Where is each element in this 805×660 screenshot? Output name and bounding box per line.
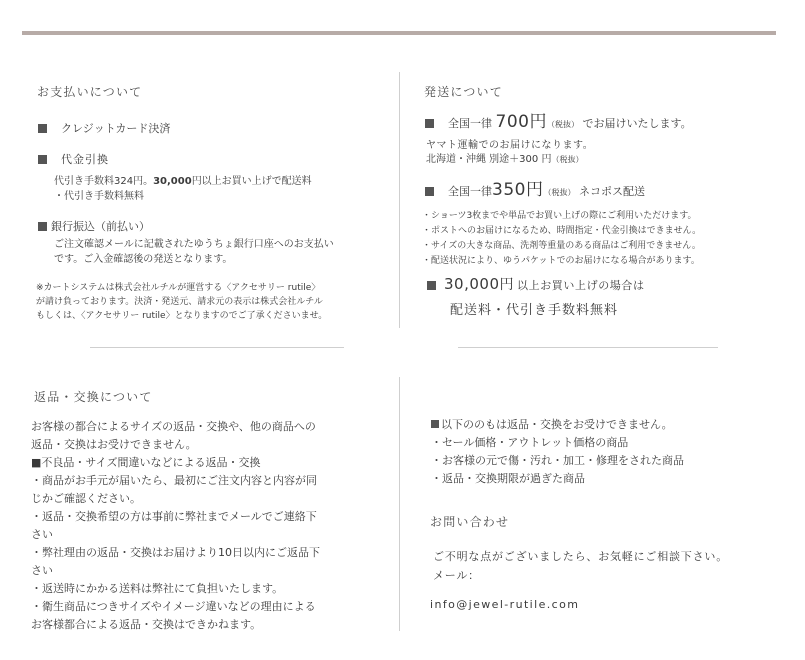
shipping-title: 発送について	[424, 85, 503, 99]
payment-credit: クレジットカード決済	[38, 121, 170, 136]
bullet-square-icon	[38, 155, 47, 164]
contact-title: お問い合わせ	[430, 515, 510, 529]
nonreturn-item: ・セール価格・アウトレット価格の商品	[431, 436, 629, 449]
returns-line: さい	[31, 528, 53, 541]
returns-line: お客様の都合によるサイズの返品・交換や、他の商品への	[31, 420, 316, 433]
bullet-square-icon	[38, 124, 47, 133]
bullet-square-icon	[425, 119, 434, 128]
bullet-square-icon	[38, 222, 47, 231]
returns-title: 返品・交換について	[34, 390, 153, 404]
nonreturn-heading: 以下ののもは返品・交換をお受けできません。	[431, 416, 684, 434]
shipping-flat-price: 700円	[495, 112, 547, 132]
shipping-note-3: ・サイズの大きな商品、洗剤等重量のある商品はご利用できません。	[422, 241, 701, 251]
nonreturn-item: ・お客様の元で傷・汚れ・加工・修理をされた商品	[431, 454, 684, 467]
nonreturn-list	[431, 416, 684, 488]
payment-bank-label: 銀行振込（前払い）	[38, 219, 150, 234]
contact-line1: ご不明な点がございましたら、お気軽にご相談下さい。	[433, 550, 728, 563]
nonreturn-item: ・返品・交換期限が過ぎた商品	[431, 472, 585, 485]
shipping-nekopos: 全国一律350円（税抜） ネコポス配送	[425, 183, 645, 200]
payment-note-2: が請け負っております。決済・発送元、請求元の表示は株式会社ルチル	[36, 297, 323, 307]
returns-line: ・商品がお手元が届いたら、最初にご注文内容と内容が同	[31, 474, 317, 487]
returns-line: ・返送時にかかる送料は弊社にて負担いたします。	[31, 582, 284, 595]
shipping-note-4: ・配送状況により、ゆうパケットでのお届けになる場合があります。	[422, 256, 700, 266]
row-divider-right	[458, 347, 718, 348]
column-divider-lower	[399, 377, 400, 631]
payment-cod-line2: ・代引き手数料無料	[54, 191, 144, 202]
returns-line: ■不良品・サイズ間違いなどによる返品・交換	[31, 456, 261, 469]
shipping-flat-line2: ヤマト運輸でのお届けになります。	[426, 140, 594, 151]
returns-line: お客様都合による返品・交換はできかねます。	[31, 618, 262, 631]
returns-line: さい	[31, 564, 53, 577]
shipping-nekopos-price: 350円	[492, 180, 544, 200]
payment-bank-line2: です。ご入金確認後の発送となります。	[54, 254, 233, 265]
shipping-free-line1: 30,000円 以上お買い上げの場合は	[427, 274, 645, 294]
returns-body	[31, 418, 320, 634]
bullet-square-icon	[431, 420, 439, 428]
bullet-square-icon	[425, 187, 434, 196]
column-divider-upper	[399, 72, 400, 328]
payment-cod-label: 代金引換	[38, 152, 109, 167]
payment-cod-line1: 代引き手数料324円。30,000円以上お買い上げで配送料	[54, 176, 312, 187]
returns-line: ・弊社理由の返品・交換はお届けより10日以内にご返品下	[31, 546, 320, 559]
shipping-note-2: ・ポストへのお届けになるため、時間指定・代金引換はできません。	[422, 226, 702, 236]
shipping-free-line2: 配送料・代引き手数料無料	[450, 303, 619, 318]
shipping-note-1: ・ショーツ3枚までや単品でお買い上げの際にご利用いただけます。	[422, 211, 697, 221]
returns-line: じかご確認ください。	[31, 492, 141, 505]
shipping-flat-rate: 全国一律 700円（税抜） でお届けいたします。	[425, 115, 692, 132]
returns-line: ・衛生商品につきサイズやイメージ違いなどの理由による	[31, 600, 316, 613]
payment-bank-line1: ご注文確認メールに記載されたゆうちょ銀行口座へのお支払い	[54, 239, 334, 250]
contact-email[interactable]: info@jewel-rutile.com	[430, 598, 580, 611]
contact-line2: メール：	[433, 569, 480, 582]
top-divider	[22, 31, 776, 35]
shipping-flat-line3: 北海道・沖縄 別途＋300 円（税抜）	[426, 154, 584, 165]
row-divider-left	[90, 347, 344, 348]
payment-title: お支払いについて	[37, 85, 143, 99]
payment-note-3: もしくは、〈アクセサリー rutile〉となりますのでご了承くださいませ。	[36, 311, 328, 321]
bullet-square-icon	[427, 281, 436, 290]
payment-note-1: ※カートシステムは株式会社ルチルが運営する〈アクセサリー rutile〉	[36, 283, 321, 293]
returns-line: 返品・交換はお受けできません。	[31, 438, 197, 451]
returns-line: ・返品・交換希望の方は事前に弊社までメールでご連絡下	[31, 510, 317, 523]
